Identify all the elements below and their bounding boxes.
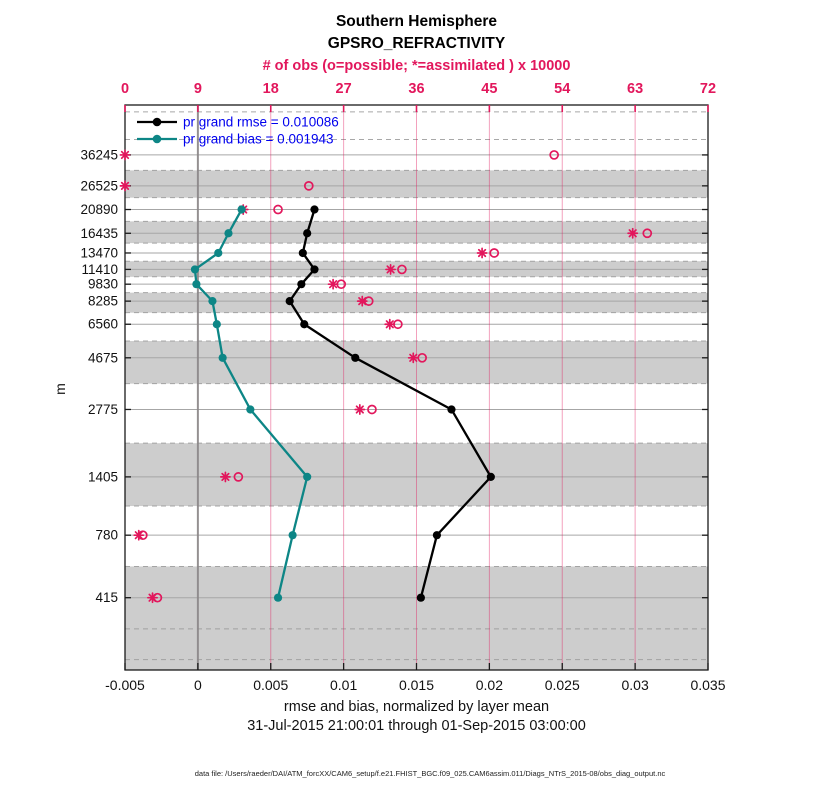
obs-assimilated-marker [134,531,143,540]
data-file-footer: data file: /Users/raeder/DAI/ATM_forcXX/CAM6_setup/f.e21.FHIST_BGC.f09_025.CAM6assim.011/Diags_NTrS_2015-08/obs_diag_output.nc [194,769,666,778]
top-tick-label: 36 [408,81,425,97]
x-tick-label: -0.005 [105,677,145,693]
x-tick-label: 0.03 [621,677,649,693]
obs-assimilated-marker [386,265,395,274]
y-tick-label: 8285 [87,293,118,309]
top-tick-label: 18 [262,81,279,97]
y-tick-label: 2775 [87,401,118,417]
obs-assimilated-marker [221,472,230,481]
y-tick-label: 26525 [80,178,118,194]
rmse-point [297,280,305,288]
y-tick-label: 415 [95,590,118,606]
x-tick-label: 0 [193,677,202,693]
y-tick-label: 6560 [87,316,118,332]
rmse-point [303,229,311,237]
rmse-point [351,354,359,362]
bias-point [238,205,246,213]
bias-point [274,594,282,602]
bias-point [208,297,216,305]
obs-assimilated-marker [148,593,157,602]
bias-point [191,265,199,273]
bias-point [219,354,227,362]
top-tick-label: 54 [554,81,571,97]
top-tick-label: 63 [627,81,644,97]
obs-assimilated-marker [477,248,486,257]
x-tick-label: 0.035 [690,677,726,693]
page-title: Southern Hemisphere [335,13,498,30]
legend-label: pr grand bias = 0.001943 [183,131,334,147]
y-tick-label: 1405 [87,469,118,485]
rmse-point [310,205,318,213]
bias-point [303,473,311,481]
rmse-point [299,249,307,257]
obs-assimilated-marker [120,150,129,159]
legend-dot [153,118,162,127]
rmse-point [447,405,455,413]
obs-assimilated-marker [358,297,367,306]
rmse-point [286,297,294,305]
top-axis-label: # of obs (o=possible; *=assimilated ) x 10000 [262,58,571,74]
obs-assimilated-marker [120,181,129,190]
y-tick-label: 16435 [80,225,118,241]
obs-assimilated-marker [355,405,364,414]
legend-dot [153,135,162,144]
rmse-point [300,320,308,328]
y-tick-label: 4675 [87,350,118,366]
rmse-point [417,594,425,602]
x-tick-label: 0.005 [253,677,289,693]
rmse-point [433,531,441,539]
obs-assimilated-marker [628,229,637,238]
top-tick-label: 9 [193,81,202,97]
obs-assimilated-marker [409,353,418,362]
legend-label: pr grand rmse = 0.010086 [183,114,339,130]
x-tick-label: 0.02 [475,677,503,693]
y-axis-label: m [52,383,68,395]
x-tick-label: 0.025 [544,677,580,693]
bias-point [246,405,254,413]
obs-assimilated-marker [385,320,394,329]
x-tick-label: 0.01 [330,677,358,693]
x-tick-label: 0.015 [398,677,435,693]
obs-assimilated-marker [328,280,337,289]
top-tick-label: 72 [699,81,717,97]
bias-point [192,280,200,288]
variable-title: GPSRO_REFRACTIVITY [327,35,506,52]
bias-point [214,249,222,257]
y-tick-label: 13470 [80,245,118,261]
rmse-point [487,473,495,481]
top-tick-label: 0 [120,81,130,97]
y-tick-label: 20890 [80,202,118,218]
bias-point [289,531,297,539]
y-tick-label: 11410 [81,261,118,277]
bias-point [224,229,232,237]
rmse-point [310,265,318,273]
y-tick-label: 780 [95,527,118,543]
top-tick-label: 27 [335,81,352,97]
top-tick-label: 45 [481,81,498,97]
date-range-label: 31-Jul-2015 21:00:01 through 01-Sep-2015 03:00:00 [247,718,586,734]
y-tick-label: 36245 [80,147,118,163]
x-axis-label: rmse and bias, normalized by layer mean [283,699,550,715]
bias-point [213,320,221,328]
y-tick-label: 9830 [87,276,118,292]
